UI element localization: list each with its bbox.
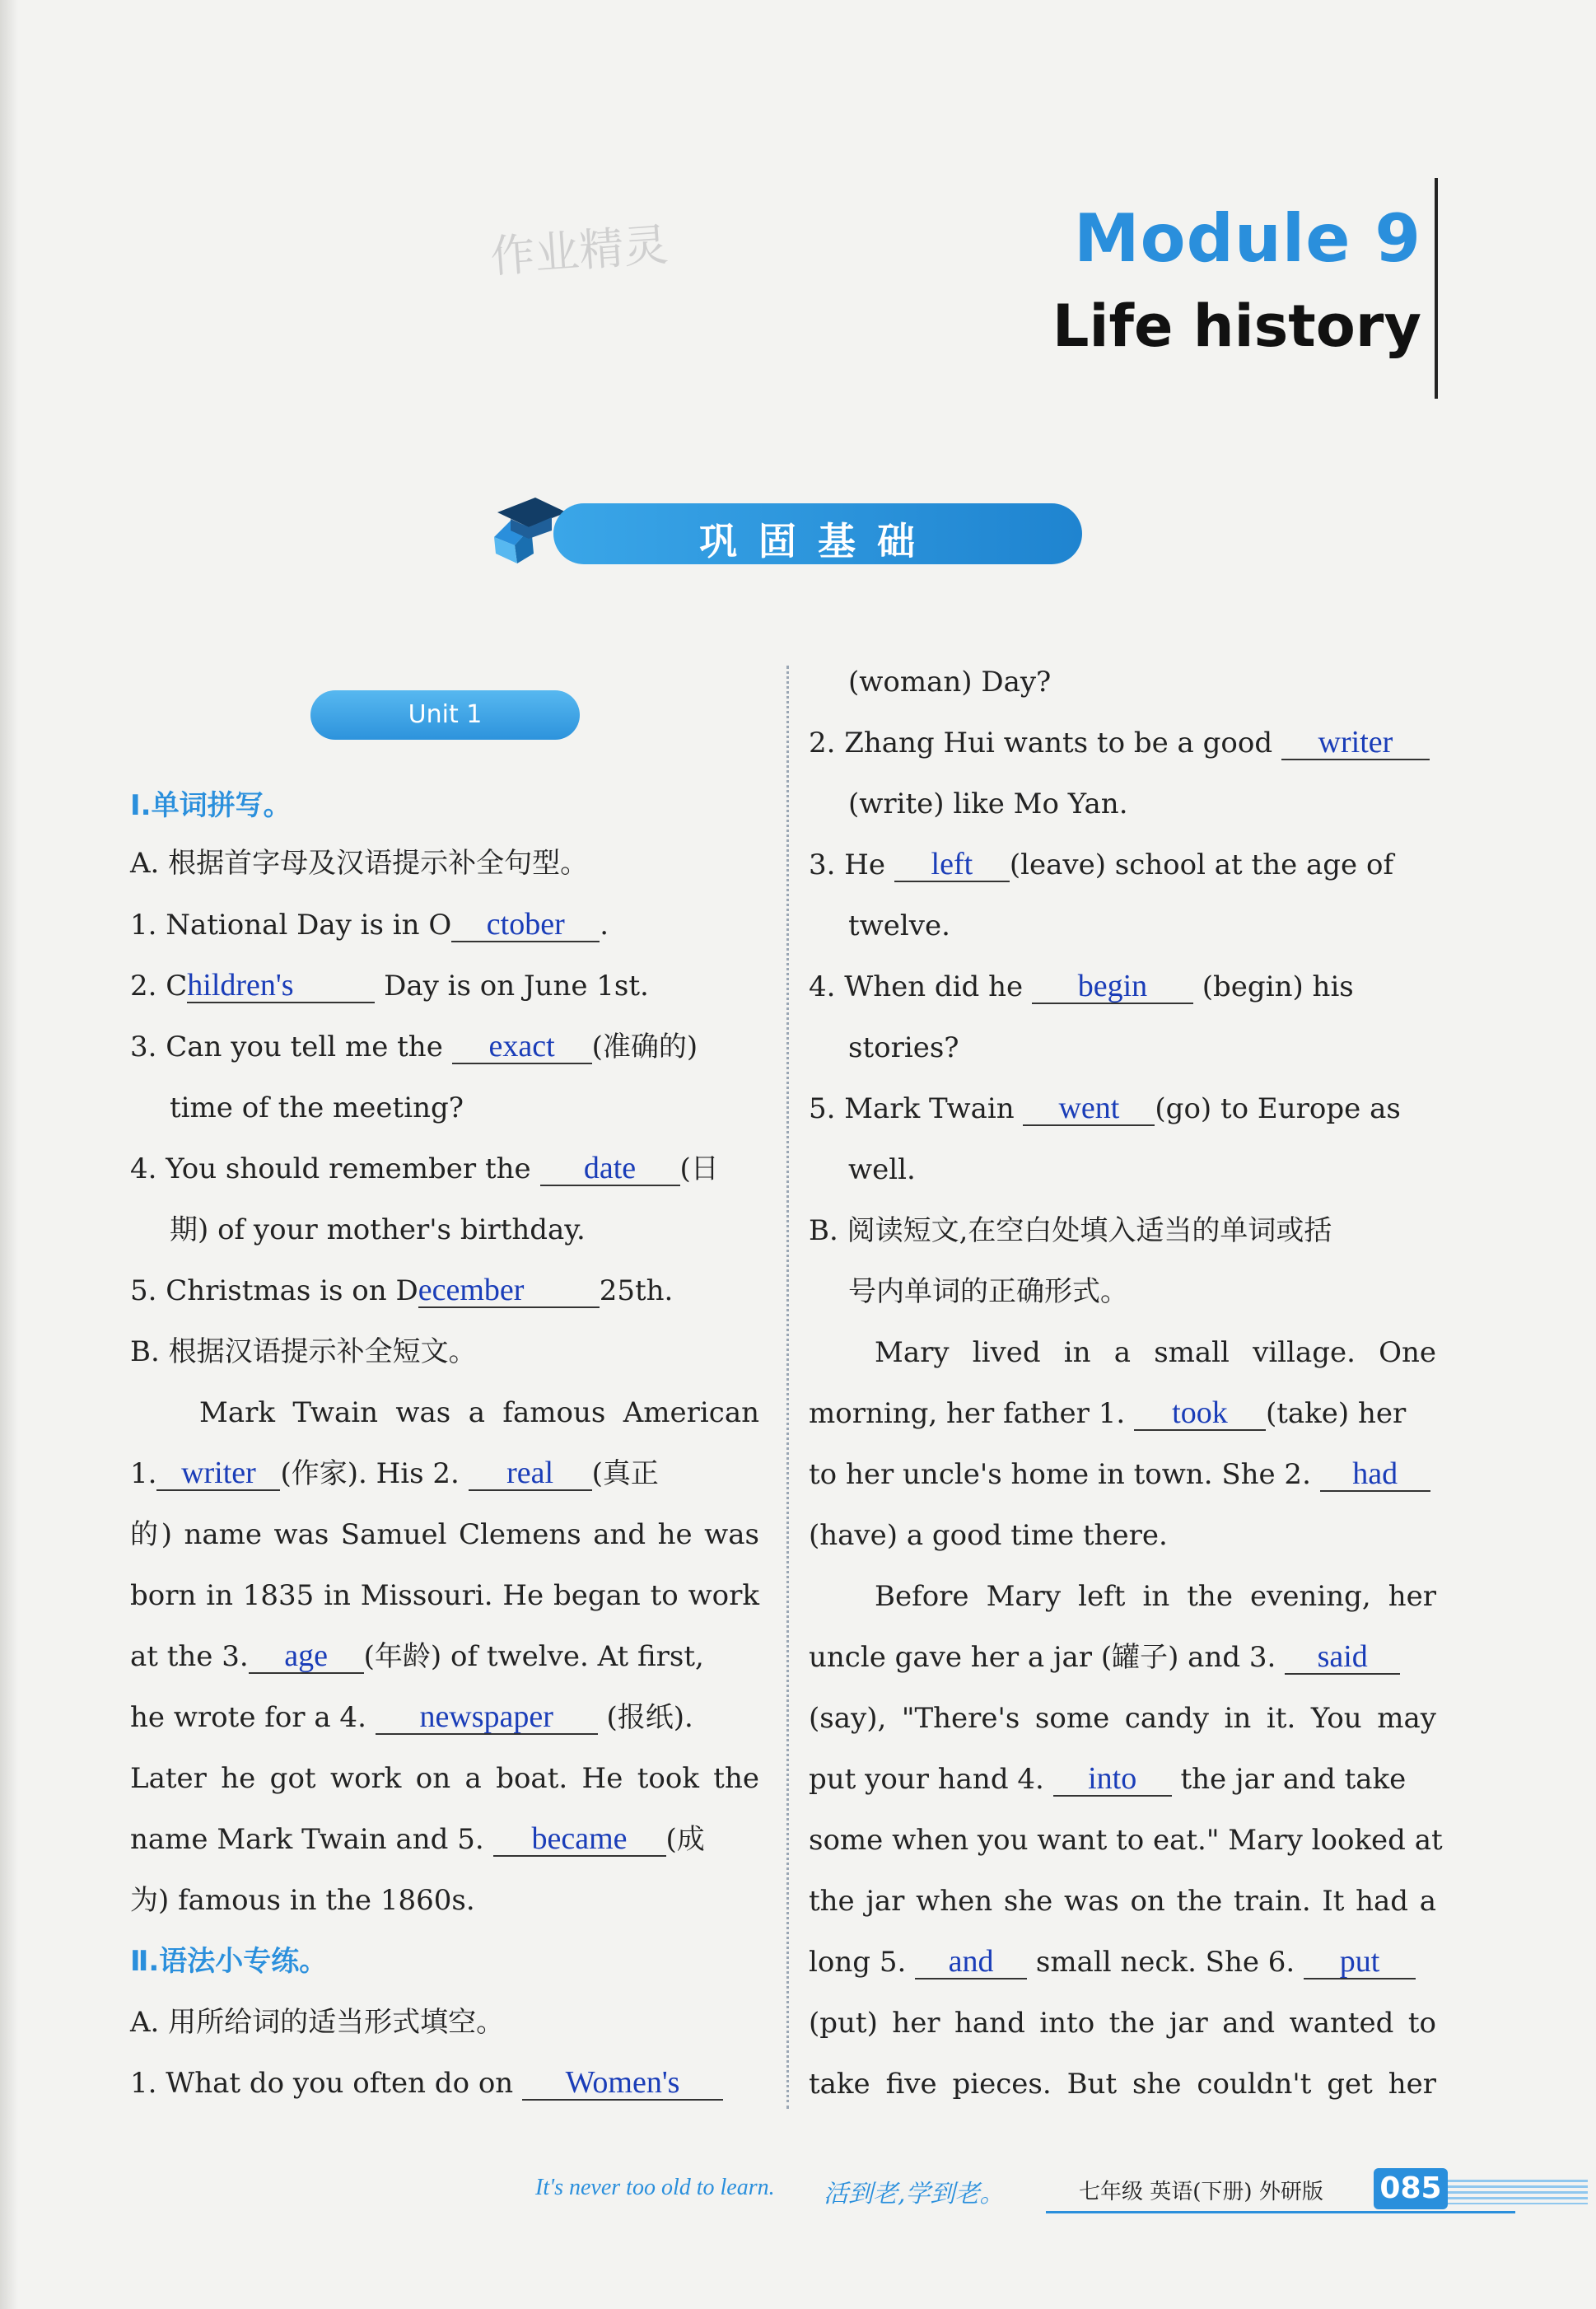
question-3: 3. Can you tell me the exact (准确的) [130,1029,698,1063]
grammar-question-5-cont: well. [848,1153,916,1186]
grammar-question-5: 5. Mark Twain went (go) to Europe as [809,1091,1401,1125]
grammar-question-1-cont: (woman) Day? [848,666,1052,699]
question-1: 1. National Day is in O ctober . [130,907,609,942]
page-spine-shadow [0,0,18,2309]
footer-book-info: 七年级 英语(下册) 外研版 [1079,2180,1323,2204]
passage-line: born in 1835 in Missouri. He began to work [130,1579,759,1612]
question-4-cont: 期) of your mother's birthday. [170,1213,586,1246]
grammar-question-2: 2. Zhang Hui wants to be a good writer [809,722,1436,764]
passage-line: long 5. and small neck. She 6. put [809,1942,1436,1983]
answer-blank[interactable]: said [1285,1640,1400,1675]
grammar-part-b-instruction-cont: 号内单词的正确形式。 [848,1275,1128,1308]
answer-blank[interactable]: begin [1032,970,1193,1004]
part-b-instruction: B. 根据汉语提示补全短文。 [130,1335,477,1368]
question-2: 2. Children's Day is on June 1st. [130,968,649,1003]
section-banner [553,503,1082,564]
section-title-spelling: Ⅰ.单词拼写。 [130,789,292,822]
question-4: 4. You should remember the date (日 [130,1151,719,1185]
grammar-question-1: 1. What do you often do on Women's [130,2063,759,2104]
grammar-question-3-cont: twelve. [848,909,950,942]
column-divider [786,666,789,2109]
answer-blank[interactable]: left [894,848,1010,882]
passage-line: 的) name was Samuel Clemens and he was [130,1518,759,1551]
passage-line: the jar when she was on the train. It had a [809,1885,1436,1918]
question-3-cont: time of the meeting? [170,1091,464,1124]
answer-blank[interactable]: became [493,1822,666,1857]
footer-motto-en: It's never too old to learn. [535,2175,775,2200]
module-header [1052,198,1421,367]
banner-label: 巩固基础 [699,519,936,563]
answer-blank[interactable]: real [469,1456,592,1491]
answer-blank[interactable]: writer [1281,726,1430,760]
answer-blank[interactable]: age [249,1639,364,1674]
answer-blank[interactable]: ctober [451,908,600,942]
unit-label: Unit 1 [310,690,580,740]
question-5: 5. Christmas is on December 25th. [130,1273,674,1307]
passage-line: morning, her father 1. took (take) her [809,1395,1407,1430]
answer-blank[interactable]: Women's [522,2066,723,2101]
grammar-part-b-instruction: B. 阅读短文,在空白处填入适当的单词或括 [809,1214,1332,1247]
section-title-grammar: Ⅱ.语法小专练。 [130,1945,328,1978]
title-rule [1435,178,1438,399]
watermark: 作业精灵 [488,218,670,283]
answer-blank[interactable]: exact [452,1030,592,1064]
answer-blank[interactable]: writer [156,1456,280,1491]
passage-line: some when you want to eat." Mary looked at [809,1824,1443,1857]
module-title: Life history [1052,292,1421,360]
page-number: 085 [1374,2168,1448,2209]
passage-line: Mary lived in a small village. One [875,1336,1436,1369]
passage-line: put your hand 4. into the jar and take [809,1761,1407,1796]
passage-line: name Mark Twain and 5. became (成 [130,1821,705,1856]
footer-stripes [1448,2180,1588,2204]
passage-line: to her uncle's home in town. She 2. had [809,1454,1436,1495]
passage-line: at the 3. age (年龄) of twelve. At first, [130,1638,704,1673]
passage-line: (say), "There's some candy in it. You may [809,1702,1436,1735]
grammar-question-4: 4. When did he begin (begin) his [809,969,1354,1003]
answer-blank[interactable]: into [1053,1762,1172,1797]
passage-line: Before Mary left in the evening, her [875,1580,1436,1613]
passage-line: take five pieces. But she couldn't get her [809,2068,1436,2101]
part-a-instruction: A. 根据首字母及汉语提示补全句型。 [130,847,589,880]
passage-line: uncle gave her a jar (罐子) and 3. said [809,1637,1436,1678]
passage-line: Mark Twain was a famous American [199,1396,759,1429]
answer-blank[interactable]: hildren's [187,969,375,1003]
passage-line: (have) a good time there. [809,1519,1168,1552]
answer-blank[interactable]: and [915,1945,1027,1979]
answer-blank[interactable]: put [1304,1945,1416,1979]
grammar-question-3: 3. He left (leave) school at the age of [809,847,1394,881]
passage-line: 为) famous in the 1860s. [130,1884,475,1917]
answer-blank[interactable]: date [540,1152,680,1186]
page-footer [0,2168,1596,2218]
grammar-question-4-cont: stories? [848,1031,959,1064]
answer-blank[interactable]: went [1023,1091,1155,1126]
footer-motto-cn: 活到老,学到老。 [824,2180,1005,2209]
answer-blank[interactable]: ecember [418,1274,600,1308]
passage-line: (put) her hand into the jar and wanted to [809,2007,1436,2040]
passage-line: he wrote for a 4. newspaper (报纸). [130,1699,693,1734]
footer-rule [1046,2211,1515,2213]
answer-blank[interactable]: newspaper [376,1700,598,1735]
grammar-question-2-cont: (write) like Mo Yan. [848,788,1128,820]
module-number: Module 9 [1074,200,1421,277]
grammar-part-a-instruction: A. 用所给词的适当形式填空。 [130,2006,505,2039]
answer-blank[interactable]: took [1134,1396,1266,1431]
passage-line: 1. writer (作家). His 2. real (真正 [130,1456,659,1490]
passage-line: Later he got work on a boat. He took the [130,1762,759,1795]
answer-blank[interactable]: had [1320,1457,1430,1492]
